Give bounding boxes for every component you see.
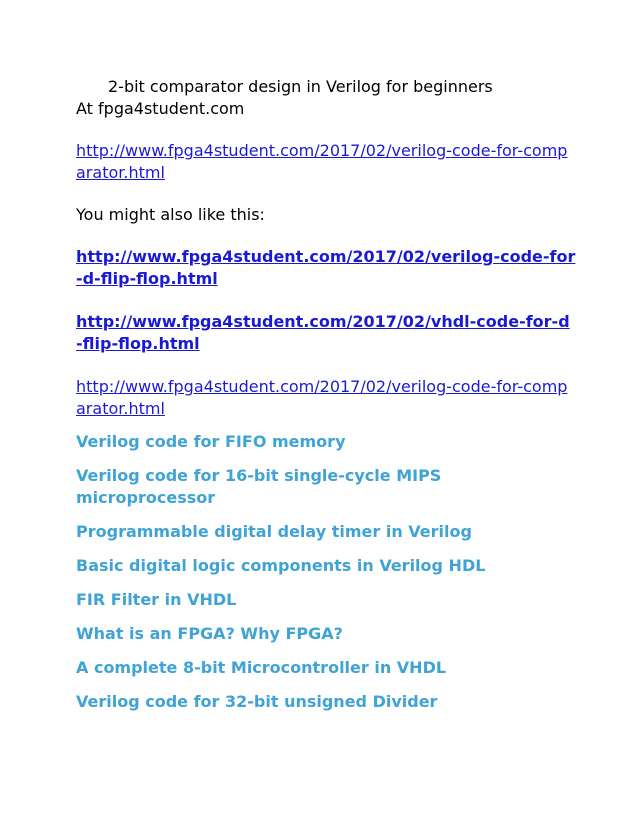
document-subtitle: At fpga4student.com: [76, 99, 245, 118]
article-link-logic-components[interactable]: Basic digital logic components in Verilog HDL: [76, 556, 486, 575]
document-page: [76, 76, 576, 713]
source-link[interactable]: http://www.fpga4student.com/2017/02/verilog-code-for-comparator.html: [76, 141, 568, 182]
article-link-mips-microprocessor[interactable]: Verilog code for 16-bit single-cycle MIPS microprocessor: [76, 466, 442, 507]
related-link-d-flip-flop-vhdl[interactable]: http://www.fpga4student.com/2017/02/vhdl-code-for-d-flip-flop.html: [76, 312, 570, 353]
article-link-fifo-memory[interactable]: Verilog code for FIFO memory: [76, 432, 346, 451]
article-link-unsigned-divider[interactable]: Verilog code for 32-bit unsigned Divider: [76, 692, 438, 711]
article-link-microcontroller[interactable]: A complete 8-bit Microcontroller in VHDL: [76, 658, 447, 677]
related-heading: You might also like this:: [76, 205, 265, 224]
document-title: 2-bit comparator design in Verilog for beginners: [108, 77, 493, 96]
related-link-comparator[interactable]: http://www.fpga4student.com/2017/02/verilog-code-for-comparator.html: [76, 377, 568, 418]
article-link-fir-filter[interactable]: FIR Filter in VHDL: [76, 590, 237, 609]
article-link-delay-timer[interactable]: Programmable digital delay timer in Verilog: [76, 522, 472, 541]
article-link-what-is-fpga[interactable]: What is an FPGA? Why FPGA?: [76, 624, 343, 643]
related-link-d-flip-flop-verilog[interactable]: http://www.fpga4student.com/2017/02/verilog-code-for-d-flip-flop.html: [76, 247, 576, 288]
